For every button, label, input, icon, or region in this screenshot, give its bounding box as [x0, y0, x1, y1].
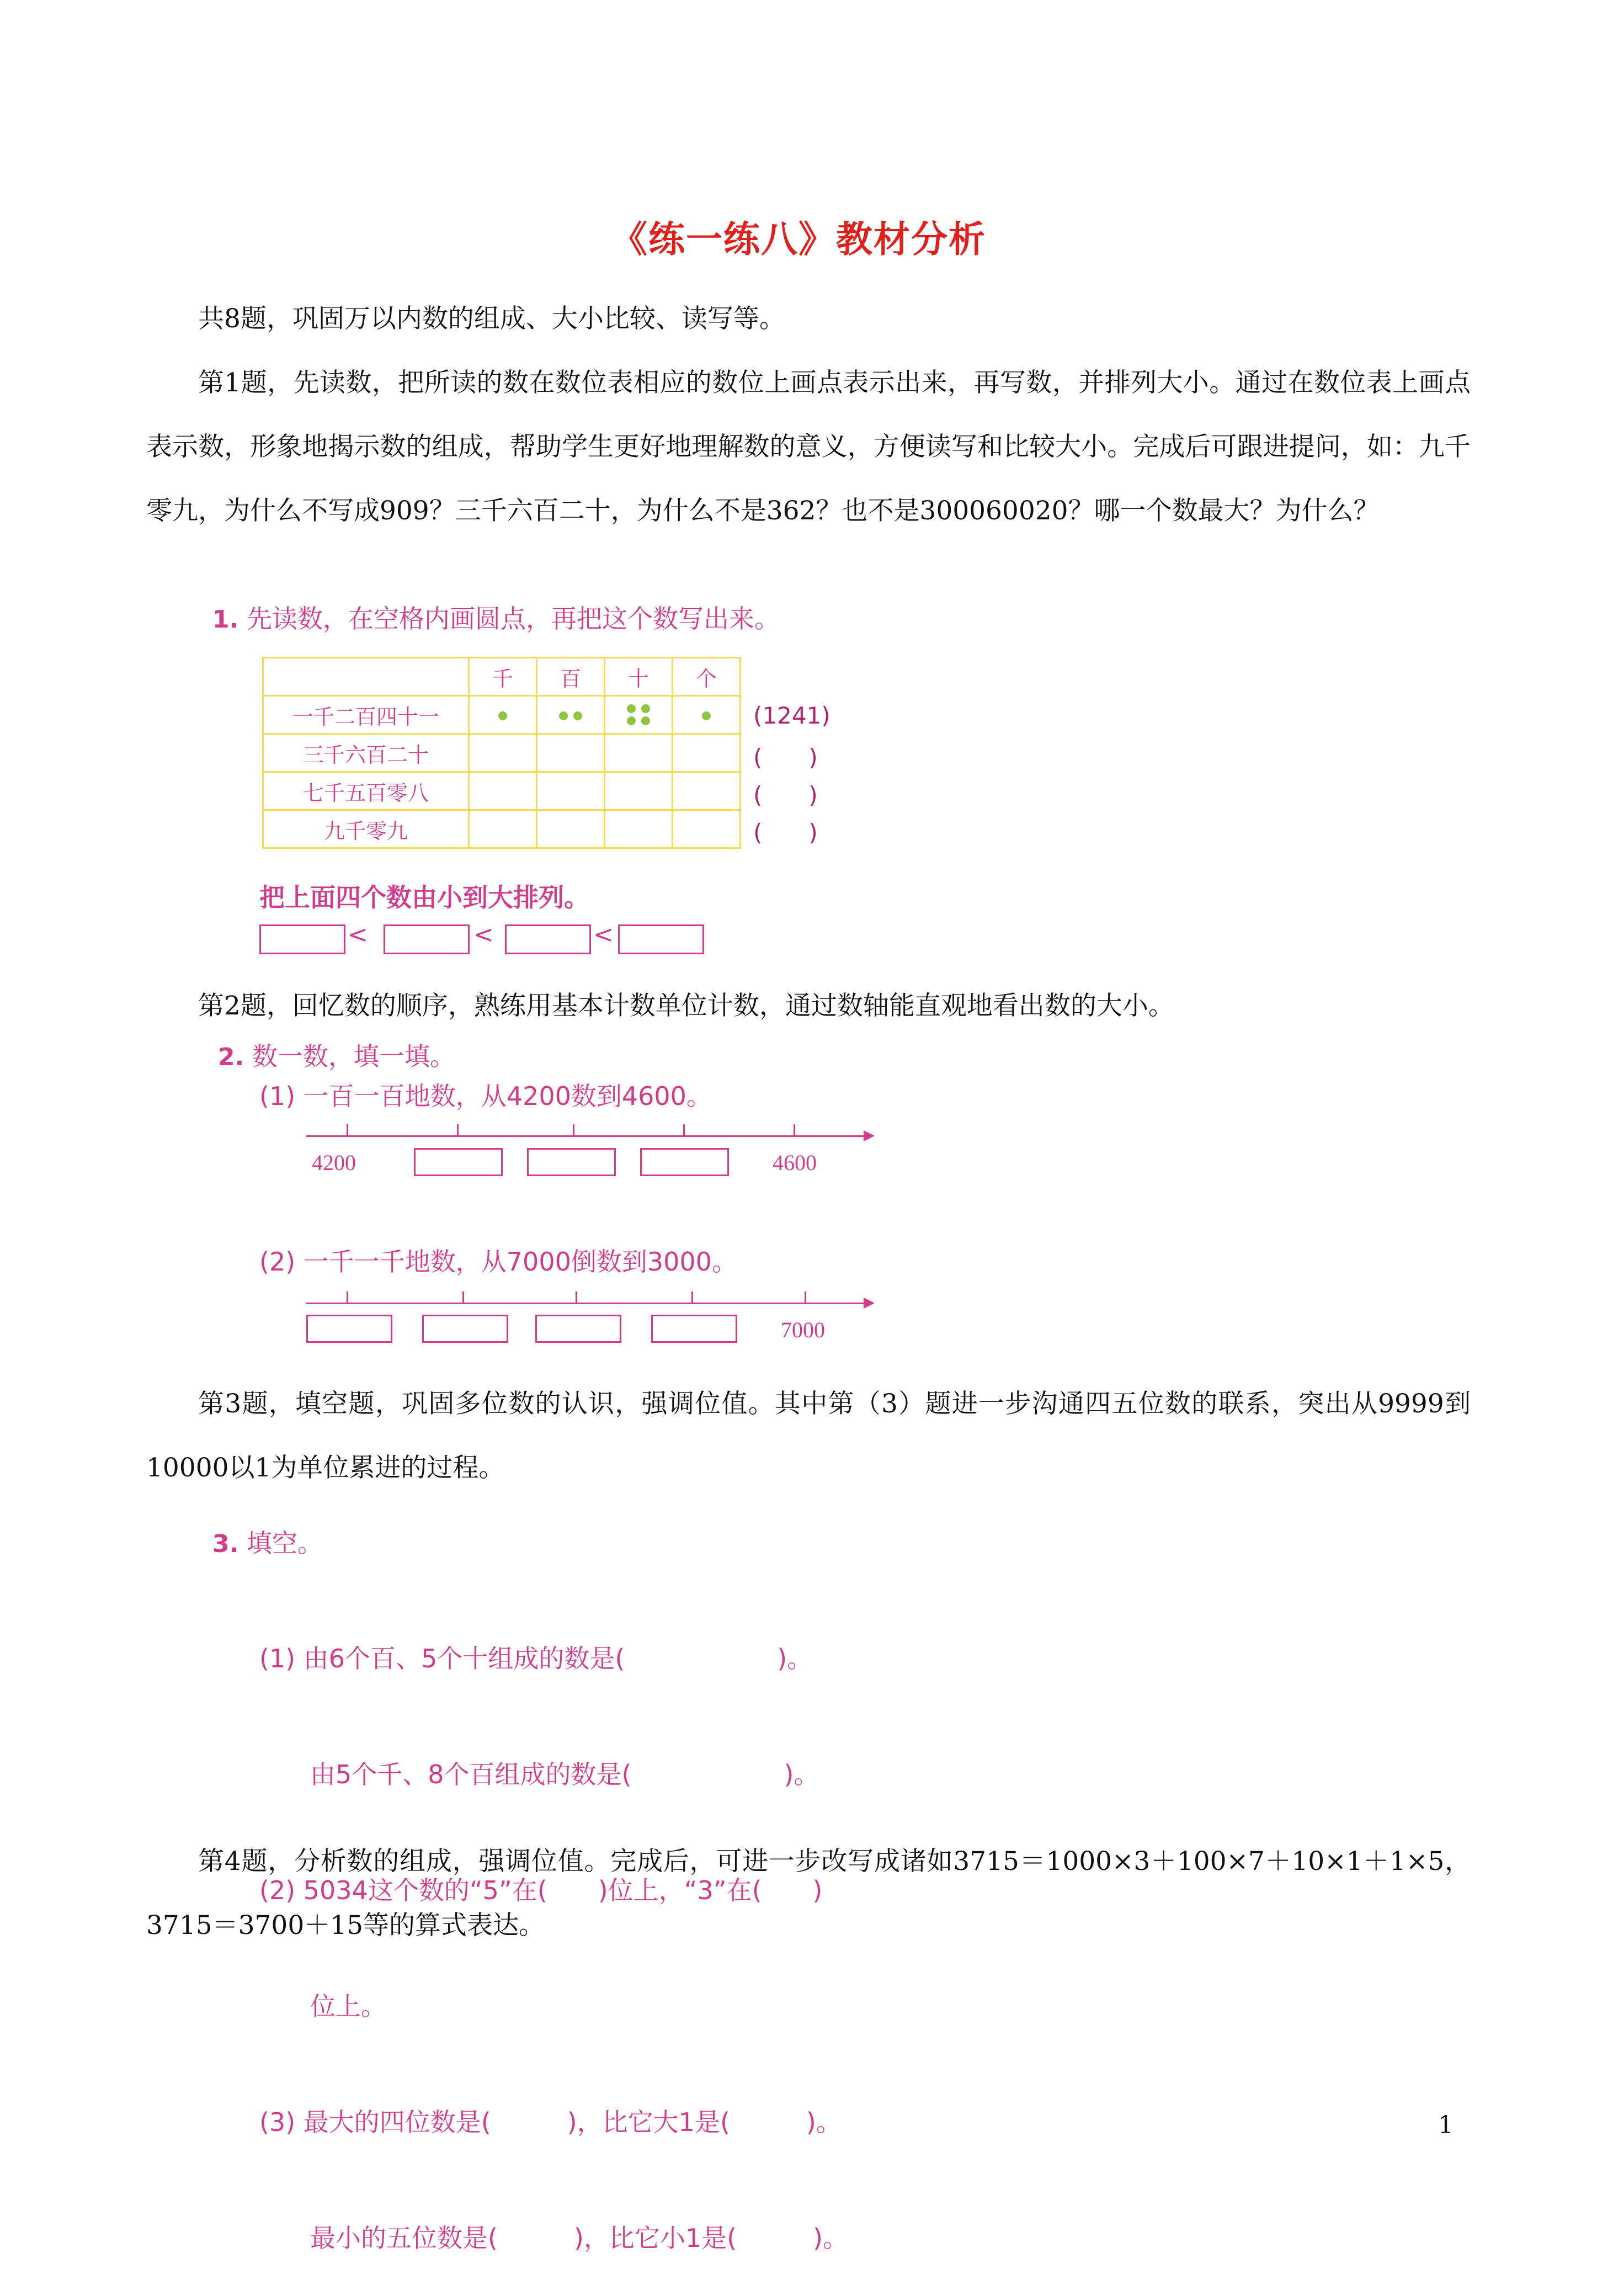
- tick: [462, 1292, 464, 1304]
- number-box[interactable]: [527, 1148, 616, 1176]
- less-than-sign: <: [348, 921, 368, 949]
- dot-cell[interactable]: [605, 810, 673, 848]
- exercise2-part2-label: (2) 一千一千地数，从7000倒数到3000。: [259, 1247, 737, 1277]
- tick: [691, 1292, 693, 1304]
- exercise2-analysis: 第2题，回忆数的顺序，熟练用基本计数单位计数，通过数轴能直观地看出数的大小。: [198, 991, 1174, 1021]
- number-box[interactable]: [306, 1315, 392, 1343]
- column-header: 十: [605, 658, 673, 696]
- row-label: 七千五百零八: [263, 772, 469, 810]
- exercise1-heading: [212, 599, 780, 635]
- dot-cell[interactable]: [469, 734, 537, 772]
- exercise3-heading-text: 填空。: [246, 1528, 323, 1558]
- dot-icon: [559, 711, 568, 720]
- arrow-right-icon: [864, 1130, 875, 1141]
- answer-blank[interactable]: ( ): [753, 744, 818, 771]
- page-title: 《练一练八》教材分析: [611, 217, 986, 261]
- column-header: 千: [469, 658, 537, 696]
- number-box[interactable]: [422, 1315, 508, 1343]
- order-box[interactable]: [505, 924, 591, 954]
- dot-icon: [627, 716, 636, 725]
- number-box[interactable]: [651, 1315, 737, 1343]
- number-box[interactable]: [414, 1148, 503, 1176]
- dot-icon: [641, 716, 650, 725]
- dot-cell[interactable]: [469, 772, 537, 810]
- start-label: 4200: [312, 1150, 356, 1175]
- row-label: 三千六百二十: [263, 734, 469, 772]
- exercise3-analysis: 第3题，填空题，巩固多位数的认识，强调位值。其中第（3）题进一步沟通四五位数的联系，突出从9999到10000以1为单位累进的过程。: [146, 1389, 1471, 1483]
- tick: [573, 1124, 574, 1136]
- end-label: 4600: [773, 1150, 817, 1175]
- dot-cell: [537, 696, 605, 734]
- tick: [794, 1124, 795, 1136]
- dot-cell[interactable]: [673, 734, 741, 772]
- tick: [683, 1124, 685, 1136]
- order-box[interactable]: [618, 924, 704, 954]
- dot-cell: [673, 696, 741, 734]
- dot-cell[interactable]: [673, 810, 741, 848]
- tick: [347, 1292, 348, 1304]
- end-label: 7000: [781, 1317, 825, 1342]
- tick: [805, 1292, 806, 1304]
- exercise4-analysis: 第4题，分析数的组成，强调位值。完成后，可进一步改写成诸如3715＝1000×3＋100×7＋10×1＋1×5，3715＝3700＋15等的算式表达。: [146, 1846, 1471, 1941]
- order-box[interactable]: [384, 924, 470, 954]
- page-number: 1: [1438, 2111, 1454, 2139]
- fill-line[interactable]: (3) 最大的四位数是( )，比它大1是( )。: [259, 2107, 842, 2137]
- tick: [347, 1124, 348, 1136]
- row-label: 九千零九: [263, 810, 469, 848]
- exercise2-part1-label: (1) 一百一百地数，从4200数到4600。: [259, 1081, 712, 1111]
- dot-cell: [605, 696, 673, 734]
- dot-cell: [469, 696, 537, 734]
- exercise1-number: 1.: [212, 605, 239, 634]
- row-label: 一千二百四十一: [263, 696, 469, 734]
- dot-cell[interactable]: [469, 810, 537, 848]
- less-than-sign: <: [593, 921, 614, 949]
- answer-blank[interactable]: ( ): [753, 782, 818, 809]
- number-box[interactable]: [535, 1315, 621, 1343]
- exercise3-heading: [212, 1523, 323, 1560]
- dot-icon: [702, 711, 711, 720]
- answer-1241: (1241): [753, 702, 831, 729]
- order-prompt: 把上面四个数由小到大排列。: [259, 883, 589, 912]
- fill-line[interactable]: (2) 5034这个数的“5”在( )位上，“3”在( ): [259, 1875, 823, 1905]
- exercise1-analysis: 第1题，先读数，把所读的数在数位表相应的数位上画点表示出来，再写数，并排列大小。通过在数位表上画点表示数，形象地揭示数的组成，帮助学生更好地理解数的意义，方便读写和比较大小。完成后可跟进提问，如：九千零九，为什么不写成909？三千六百二十，为什么不是362？也不是300060020？哪一个数最大？为什么？: [146, 368, 1471, 526]
- exercise2-number: 2.: [218, 1043, 244, 1071]
- exercise1-heading-text: 先读数，在空格内画圆点，再把这个数写出来。: [246, 604, 780, 634]
- fill-line[interactable]: 最小的五位数是( )，比它小1是( )。: [259, 2223, 849, 2253]
- dot-cell[interactable]: [673, 772, 741, 810]
- fill-line[interactable]: 由5个千、8个百组成的数是( )。: [259, 1760, 819, 1789]
- exercise2-heading: [218, 1037, 455, 1073]
- dot-cell[interactable]: [537, 810, 605, 848]
- dot-cell[interactable]: [605, 772, 673, 810]
- place-value-table: [262, 657, 741, 849]
- tick: [576, 1292, 577, 1304]
- table-corner: [263, 658, 469, 696]
- column-header: 个: [673, 658, 741, 696]
- number-line-1: [306, 1135, 866, 1137]
- dot-icon: [573, 711, 582, 720]
- fill-line: 位上。: [259, 1991, 386, 2021]
- fill-line[interactable]: (1) 由6个百、5个十组成的数是( )。: [259, 1644, 813, 1673]
- exercise2-heading-text: 数一数，填一填。: [252, 1041, 455, 1071]
- dot-cell[interactable]: [605, 734, 673, 772]
- answer-blank[interactable]: ( ): [753, 819, 818, 846]
- less-than-sign: <: [473, 921, 494, 949]
- dot-icon: [627, 704, 636, 713]
- number-line-2: [306, 1303, 866, 1304]
- order-box[interactable]: [259, 924, 345, 954]
- exercise3-number: 3.: [212, 1530, 239, 1558]
- dot-cell[interactable]: [537, 734, 605, 772]
- dot-icon: [498, 711, 507, 720]
- dot-cell[interactable]: [537, 772, 605, 810]
- arrow-right-icon: [864, 1298, 875, 1309]
- dot-icon: [641, 704, 650, 713]
- number-box[interactable]: [640, 1148, 729, 1176]
- tick: [457, 1124, 459, 1136]
- column-header: 百: [537, 658, 605, 696]
- intro-paragraph: 共8题，巩固万以内数的组成、大小比较、读写等。: [198, 304, 785, 334]
